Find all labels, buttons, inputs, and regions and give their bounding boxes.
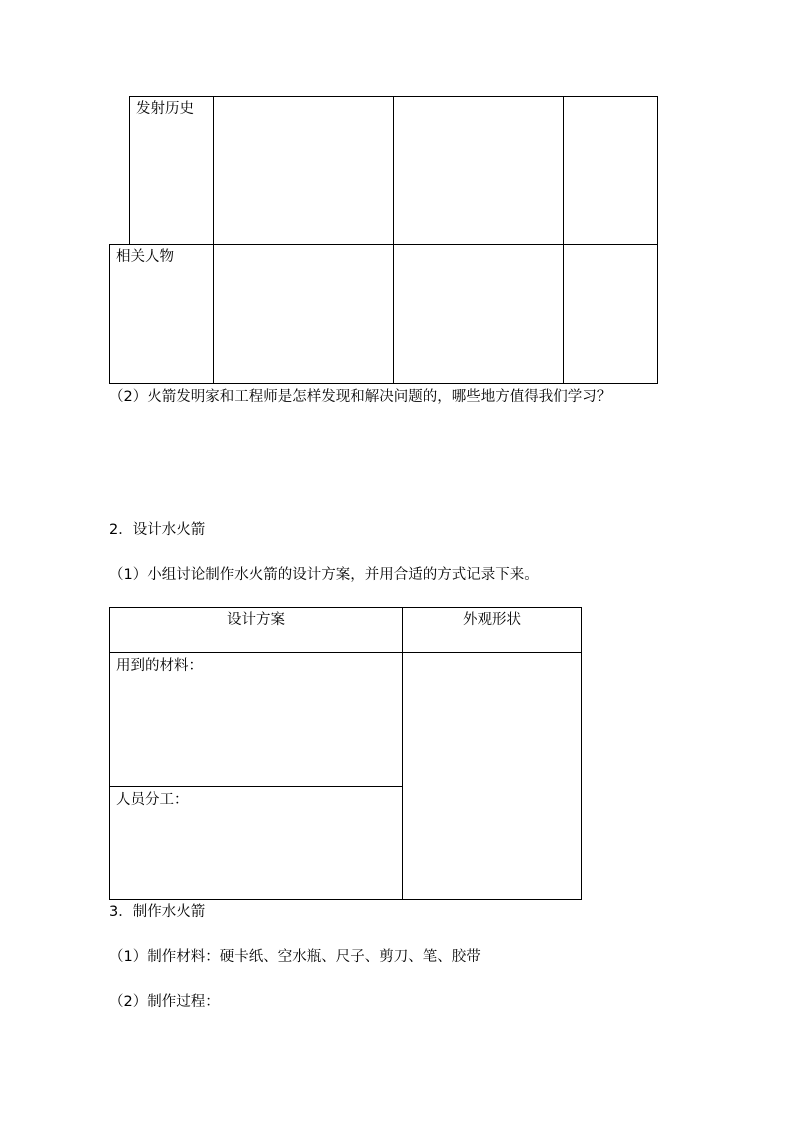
- table2-bottom-border: [109, 899, 582, 900]
- section-3-item-1: （1）制作材料：硬卡纸、空水瓶、尺子、剪刀、笔、胶带: [109, 949, 481, 965]
- table2-col-divider: [402, 607, 403, 900]
- table2-left-row-divider: [109, 786, 403, 787]
- table1-bottom-border: [109, 383, 658, 384]
- table2-header-divider: [109, 652, 582, 653]
- section-2-heading: 2．设计水火箭: [109, 522, 206, 538]
- section-3-heading: 3．制作水火箭: [109, 904, 206, 920]
- table1-left-border-upper: [129, 96, 130, 244]
- table1-right-border: [657, 96, 658, 384]
- section-3-item-2: （2）制作过程：: [109, 994, 220, 1010]
- table2-left-border: [109, 607, 110, 900]
- table2-top-border: [109, 607, 582, 608]
- table1-left-border-lower: [109, 244, 110, 384]
- table1-mid-border: [109, 244, 658, 245]
- table2-right-border: [581, 607, 582, 900]
- section-2-question-1: （1）小组讨论制作水火箭的设计方案，并用合适的方式记录下来。: [109, 567, 539, 583]
- design-plan-header: 设计方案: [227, 612, 285, 628]
- question-2: （2）火箭发明家和工程师是怎样发现和解决问题的，哪些地方值得我们学习？: [109, 389, 612, 405]
- division-of-labor-label: 人员分工：: [116, 792, 189, 808]
- table1-col-divider-3: [563, 96, 564, 384]
- related-people-label: 相关人物: [116, 249, 174, 265]
- table1-col-divider-1: [213, 96, 214, 384]
- materials-label: 用到的材料：: [116, 658, 203, 674]
- launch-history-label: 发射历史: [136, 101, 194, 117]
- table1-col-divider-2: [393, 96, 394, 384]
- appearance-shape-header: 外观形状: [463, 612, 521, 628]
